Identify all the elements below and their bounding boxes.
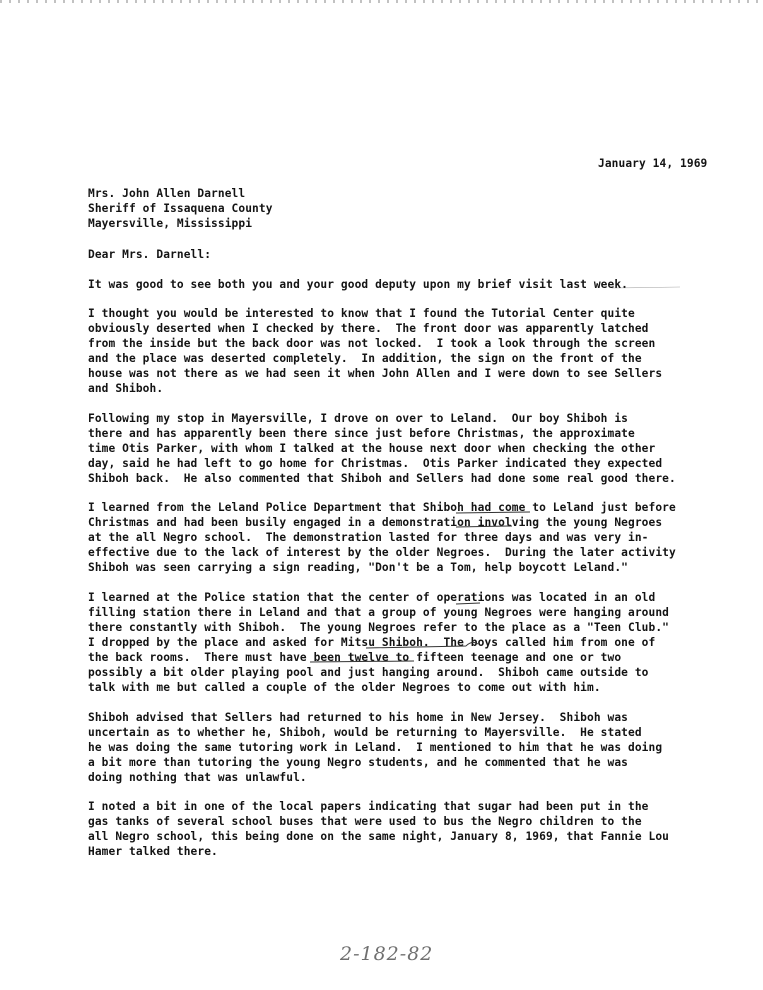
- paragraph-5-line: there constantly with Shiboh. The young Negroes refer to the place as a "Teen Club.": [88, 621, 670, 634]
- paragraph-3-line: Shiboh back. He also commented that Shiboh and Sellers had done some real good there.: [88, 472, 676, 485]
- paragraph-6-line: doing nothing that was unlawful.: [88, 771, 307, 784]
- letter-date: January 14, 1969: [598, 157, 708, 170]
- paragraph-4-line: I learned from the Leland Police Department that Shiboh had come to Leland just before: [88, 501, 676, 514]
- paragraph-5-line: possibly a bit older playing pool and just hanging around. Shiboh came outside to: [88, 666, 649, 679]
- paragraph-4-line: Shiboh was seen carrying a sign reading, "Don't be a Tom, help boycott Leland.": [88, 561, 628, 574]
- paragraph-7-line: Hamer talked there.: [88, 845, 218, 858]
- address-line-2: Sheriff of Issaquena County: [88, 202, 273, 215]
- address-line-1: Mrs. John Allen Darnell: [88, 187, 246, 200]
- paragraph-4-line: at the all Negro school. The demonstration lasted for three days and was very in-: [88, 531, 649, 544]
- paragraph-1-line: It was good to see both you and your good deputy upon my brief visit last week.: [88, 278, 628, 291]
- paragraph-3-line: day, said he had left to go home for Christmas. Otis Parker indicated they expected: [88, 457, 663, 470]
- handwritten-file-number: 2-182-82: [340, 943, 434, 965]
- paragraph-2-line: I thought you would be interested to know that I found the Tutorial Center quite: [88, 307, 635, 320]
- paragraph-7-line: gas tanks of several school buses that were used to bus the Negro children to the: [88, 815, 642, 828]
- paragraph-2-line: obviously deserted when I checked by there. The front door was apparently latched: [88, 322, 649, 335]
- paragraph-3-line: there and has apparently been there since just before Christmas, the approximate: [88, 427, 635, 440]
- paragraph-6-line: he was doing the same tutoring work in Leland. I mentioned to him that he was doing: [88, 741, 663, 754]
- paragraph-2-line: and the place was deserted completely. In addition, the sign on the front of the: [88, 352, 642, 365]
- paragraph-5-line: I dropped by the place and asked for Mitsu Shiboh. The boys called him from one of: [88, 636, 656, 649]
- address-line-3: Mayersville, Mississippi: [88, 217, 253, 230]
- paragraph-7-line: I noted a bit in one of the local papers indicating that sugar had been put in the: [88, 800, 649, 813]
- paragraph-5-line: talk with me but called a couple of the older Negroes to come out with him.: [88, 681, 601, 694]
- paragraph-4-line: effective due to the lack of interest by the older Negroes. During the later activity: [88, 546, 676, 559]
- paragraph-5-line: I learned at the Police station that the center of operations was located in an old: [88, 591, 656, 604]
- scan-edge-marks: [0, 0, 763, 3]
- paragraph-6-line: uncertain as to whether he, Shiboh, would be returning to Mayersville. He stated: [88, 726, 642, 739]
- paragraph-2-line: from the inside but the back door was not locked. I took a look through the screen: [88, 337, 656, 350]
- paragraph-6-line: Shiboh advised that Sellers had returned to his home in New Jersey. Shiboh was: [88, 711, 628, 724]
- paragraph-5-line: the back rooms. There must have been twelve to fifteen teenage and one or two: [88, 651, 622, 664]
- paragraph-3-line: Following my stop in Mayersville, I drove on over to Leland. Our boy Shiboh is: [88, 412, 628, 425]
- paragraph-2-line: house was not there as we had seen it when John Allen and I were down to see Sellers: [88, 367, 663, 380]
- paragraph-5-line: filling station there in Leland and that a group of young Negroes were hanging around: [88, 606, 670, 619]
- paragraph-3-line: time Otis Parker, with whom I talked at the house next door when checking the other: [88, 442, 656, 455]
- paragraph-7-line: all Negro school, this being done on the same night, January 8, 1969, that Fannie Lou: [88, 830, 670, 843]
- paragraph-2-line: and Shiboh.: [88, 382, 164, 395]
- paragraph-6-line: a bit more than tutoring the young Negro students, and he commented that he was: [88, 756, 628, 769]
- paragraph-4-line: Christmas and had been busily engaged in a demonstration involving the young Negroes: [88, 516, 663, 529]
- salutation: Dear Mrs. Darnell:: [88, 248, 212, 261]
